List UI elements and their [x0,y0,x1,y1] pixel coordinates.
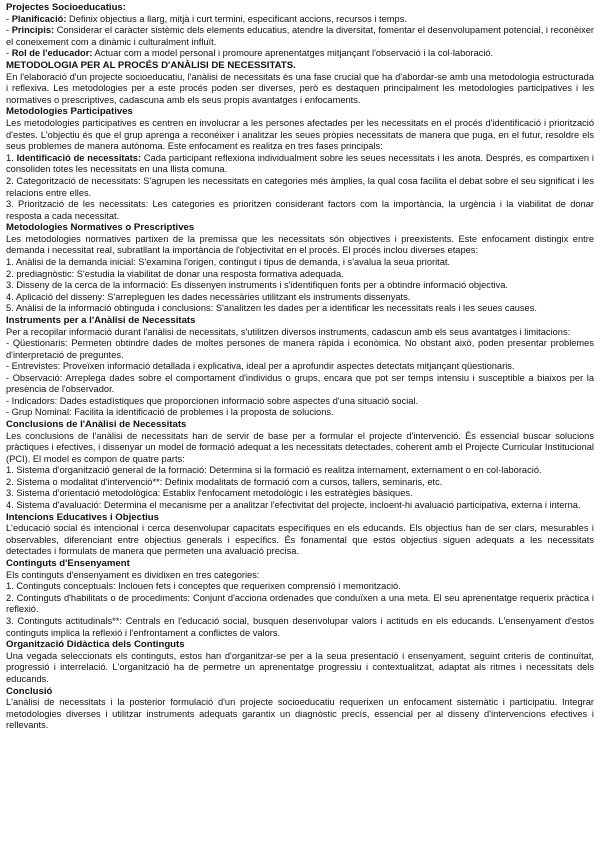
list-item: 2. Categorització de necessitats: S'agrupen les necessitats en categories més àmplies, la qual cosa facilita el debat sobre el seu significat i les relacions entre elles. [6,175,594,198]
paragraph: Una vegada seleccionats els continguts, estos han d'organitzar-se per a la seua presentació i ensenyament, seguint criteris de continuïtat, progressió i interrelació. L'organització ha de permetre un aprenentatge progressiu i contextualitzat, adaptat als ritmes i necessitats dels educands. [6,650,594,684]
list-item: 2. Continguts d'habilitats o de procediments: Conjunt d'acciona ordenades que conduïxen a una meta. El seu aprenentatge requerix pràctica i reflexió. [6,592,594,615]
bullet-item: - Rol de l'educador: Actuar com a model personal i promoure aprenentatges mitjançant l'observació i la col·laboració. [6,48,494,59]
list-item: 3. Continguts actitudinals**: Centrals en l'educació social, busquen desenvolupar valors i actituds en els educands. L'ensenyament d'estos continguts implica la reflexió i l'enfrontament a conflictes de valors. [6,615,594,638]
list-item: 1. Anàlisi de la demanda inicial: S'examina l'origen, contingut i tipus de demanda, i s'avalua la seua prioritat. [6,257,451,268]
paragraph: Les metodologies normatives partixen de la premissa que les necessitats són objectives i preexistents. Este enfocament distingix entre demanda i necessitat real, subratllant la importància de l'objectivitat en el procés. El procés inclou diverses etapes: [6,233,594,256]
bullet-text: Considerar el caràcter sistèmic dels elements educatius, atendre la diversitat, fomentar el desenvolupament potencial, i reconèixer el coneixement com a dinàmic i culturalment influït. [6,25,594,47]
bullet-item: - Planificació: Definix objectius a llarg, mitjà i curt termini, especificant accions, recursos i temps. [6,13,407,24]
list-item: 3. Priorització de les necessitats: Les categories es prioritzen considerant factors com la importància, la urgència i la viabilitat de donar resposta a cada necessitat. [6,199,594,221]
list-item: - Grup Nominal: Facilita la identificació de problemes i la proposta de solucions. [6,407,334,418]
list-item: 4. Sistema d'avaluació: Determina el mecanisme per a analitzar l'efectivitat del projecte, incloent-hi avaluació participativa, externa i interna. [6,500,581,511]
section-heading-participatives: Metodologies Participatives [6,106,133,118]
list-item: 5. Anàlisi de la informació obtinguda i conclusions: S'analitzen les dades per a identificar les necessitats reals i les seues causes. [6,303,537,314]
list-term: Identificació de necessitats: [16,152,142,163]
section-heading-intencions: Intencions Educatives i Objectius [6,511,160,523]
paragraph: En l'elaboració d'un projecte socioeducatiu, l'anàlisi de necessitats és una fase crucial que ha d'abordar-se amb una metodologia estructurada i reflexiva. Les metodologies per a este procés poden ser diverses, però es destaquen principalment les metodologies participatives i les normatives o prescriptives, cadascuna amb els seus propis avantatges i enfocaments. [6,71,594,105]
paragraph: Les metodologies participatives es centren en involucrar a les persones afectades per les necessitats en el procés d'identificació i priorització d'estes. L'objectiu és que el grup aprenga a reconéixer i analitzar les seues pròpies necessitats de manera que puga, en el futur, resoldre els seus problemes de manera autònoma. Este enfocament es realitza en tres fases principals: [6,118,594,152]
list-number: 1. [6,152,14,163]
list-item: - Indicadors: Dades estadístiques que proporcionen informació sobre aspectes d'una situació social. [6,395,419,406]
section-heading-conclusions: Conclusions de l'Anàlisi de Necessitats [6,418,187,430]
list-item: - Entrevistes: Proveïxen informació detallada i explicativa, ideal per a aprofundir aspectes detectats mitjançant qüestionaris. [6,361,515,372]
section-heading-continguts: Continguts d'Ensenyament [6,558,130,569]
list-item: - Qüestionaris: Permeten obtindre dades de moltes persones de manera ràpida i econòmica. No obstant això, poden presentar problemes d'interpretació de preguntes. [6,338,594,360]
paragraph: L'educació social és intencional i cerca desenvolupar capacitats específiques en els educands. Els objectius han de ser clars, mesurables i observables, diferenciant entre objectius generals i específics. És fonamental que estos objectius siguen adequats a les necessitats detectades i formulats de manera que permeten una avaluació precisa. [6,523,594,557]
bullet-term: Planificació: [11,13,67,24]
bullet-term: Rol de l'educador: [11,48,93,59]
section-heading-conclusio: Conclusió [6,685,53,697]
section-heading-instruments: Instruments per a l'Anàlisi de Necessitats [6,314,196,326]
paragraph: Per a recopilar informació durant l'anàlisi de necessitats, s'utilitzen diversos instruments, cadascun amb els seus avantatges i limitacions: [6,326,571,337]
list-item: 2. prediagnòstic: S'estudia la viabilitat de donar una resposta formativa adequada. [6,268,344,279]
list-item: 2. Sistema o modalitat d'intervenció**: Definix modalitats de formació com a cursos, tallers, seminaris, etc. [6,476,443,487]
section-heading-metodologia: METODOLOGIA PER AL PROCÉS D'ANÀLISI DE NECESSITATS. [6,59,296,71]
bullet-text: Actuar com a model personal i promoure aprenentatges mitjançant l'observació i la col·laboració. [94,48,494,59]
bullet-item: - Principis: Considerar el caràcter sistèmic dels elements educatius, atendre la diversitat, fomentar el desenvolupament potencial, i reconèixer el coneixement com a dinàmic i culturalment influït. [6,25,594,47]
paragraph: L'anàlisi de necessitats i la posterior formulació d'un projecte socioeducatiu requerixen un enfocament sistemàtic i participatiu. Integrar metodologies diverses i utilitzar instruments adequats garantix un diagnòstic precís, essencial per al disseny d'intervencions efectives i rellevants. [6,697,594,731]
list-item: - Observació: Arreplega dades sobre el comportament d'individus o grups, encara que pot ser temps intensiu i susceptible a biaixos per la presència de l'observador. [6,372,594,395]
paragraph: Els continguts d'ensenyament es dividixen en tres categories: [6,569,260,580]
paragraph: Les conclusions de l'anàlisi de necessitats han de servir de base per a formular el projecte d'intervenció. És essencial buscar solucions pràctiques i efectives, i dissenyar un model de formació adequat a les necessitats detectades, coherent amb el Projecte Curricular Institucional (PCI). El model es compon de quatre parts: [6,430,594,464]
list-item: 4. Aplicació del disseny: S'arrepleguen les dades necessàries utilitzant els instruments dissenyats. [6,291,411,302]
list-text: Cada participant reflexiona individualment sobre les seues necessitats i les anota. Després, es compartixen i consoliden totes les necessitats en una llista comuna. [6,152,594,175]
section-heading-organitzacio: Organització Didàctica dels Continguts [6,639,185,651]
list-item [6,153,594,176]
list-item: 1. Continguts conceptuals: Inclouen fets i conceptes que requerixen comprensió i memorització. [6,581,401,592]
section-heading-normatives: Metodologies Normatives o Prescriptives [6,222,195,234]
bullet-term: Principis: [11,25,55,36]
list-item: 3. Disseny de la cerca de la informació: Es dissenyen instruments i s'identifiquen fonts per a obtindre informació objectiva. [6,280,508,291]
section-heading-projectes: Projectes Socioeducatius: [6,2,126,13]
list-item: 3. Sistema d'orientació metodològica: Establix l'enfocament metodològic i les estratègies bàsiques. [6,488,413,499]
list-item: 1. Sistema d'organització general de la formació: Determina si la formació es realitza internament, externament o en col·laboració. [6,465,542,476]
bullet-text: Definix objectius a llarg, mitjà i curt termini, especificant accions, recursos i temps. [69,13,407,24]
